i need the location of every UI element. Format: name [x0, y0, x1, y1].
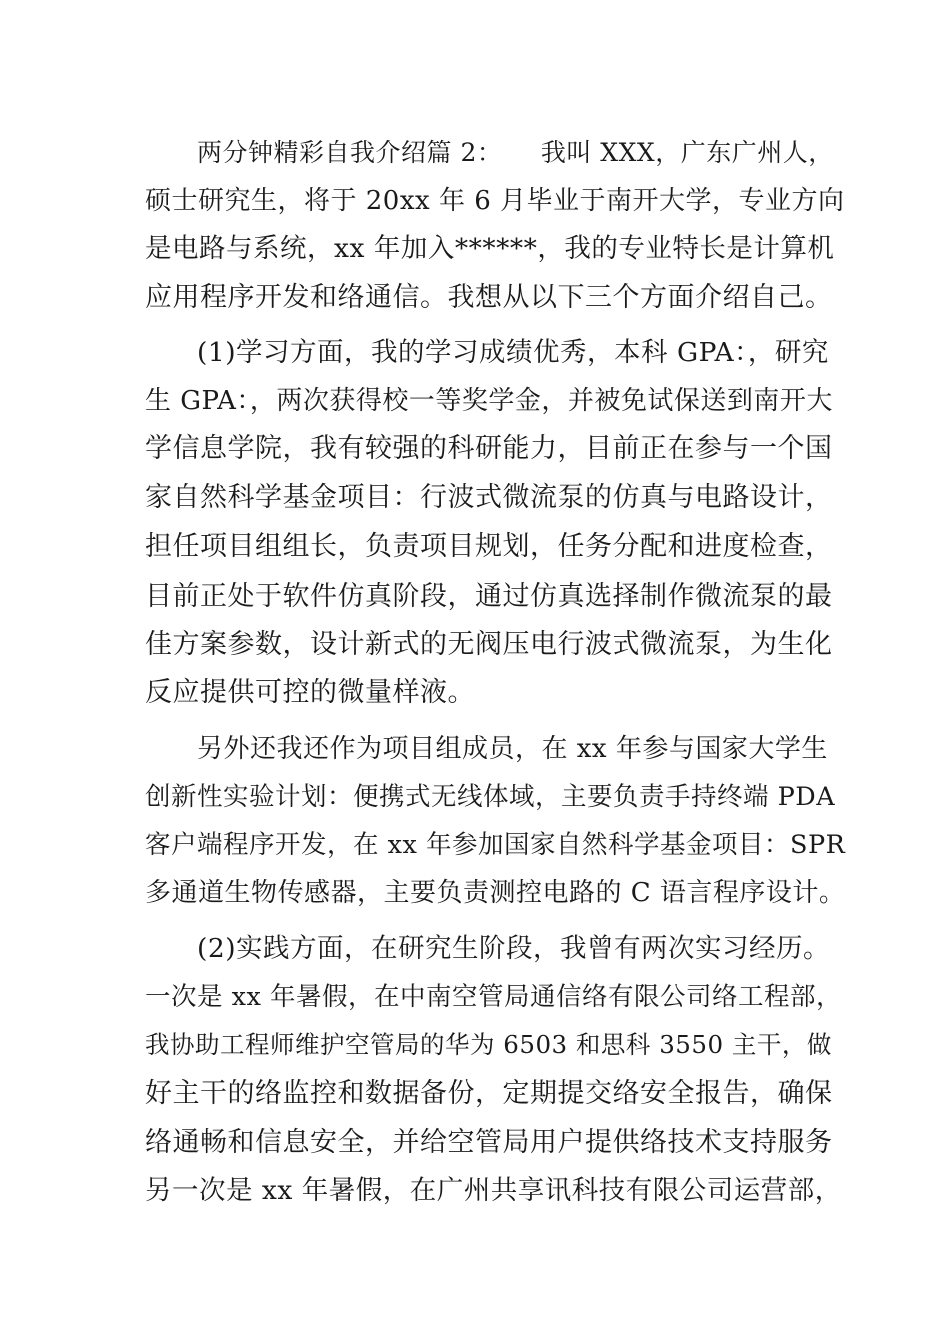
text-line-20: 好主干的络监控和数据备份，定期提交络安全报告，确保	[145, 1078, 833, 1109]
text-line-9: 担任项目组组长，负责项目规划，任务分配和进度检查，	[145, 531, 833, 562]
text-line-2: 硕士研究生，将于 20xx 年 6 月毕业于南开大学，专业方向	[145, 186, 845, 216]
text-line-10: 目前正处于软件仿真阶段，通过仿真选择制作微流泵的最	[145, 581, 833, 612]
text-line-3: 是电路与系统，xx 年加入******，我的专业特长是计算机	[145, 233, 835, 264]
text-line-4: 应用程序开发和络通信。我想从以下三个方面介绍自己。	[145, 282, 833, 313]
text-line-14: 创新性实验计划：便携式无线体域，主要负责手持终端 PDA	[145, 782, 836, 812]
text-line-8: 家自然科学基金项目：行波式微流泵的仿真与电路设计，	[145, 482, 833, 513]
text-line-13: 另外还我还作为项目组成员，在 xx 年参与国家大学生	[197, 734, 828, 764]
text-line-18: 一次是 xx 年暑假，在中南空管局通信络有限公司络工程部，	[145, 982, 842, 1012]
text-line-5: (1)学习方面，我的学习成绩优秀，本科 GPA：，研究	[197, 337, 829, 368]
text-line-19: 我协助工程师维护空管局的华为 6503 和思科 3550 主干，做	[145, 1030, 832, 1059]
text-line-11: 佳方案参数，设计新式的无阀压电行波式微流泵，为生化	[145, 629, 833, 660]
text-line-6: 生 GPA：，两次获得校一等奖学金，并被免试保送到南开大	[145, 386, 833, 416]
text-line-1: 两分钟精彩自我介绍篇 2： 我叫 XXX，广东广州人，	[197, 138, 834, 167]
text-line-15: 客户端程序开发，在 xx 年参加国家自然科学基金项目：SPR	[145, 830, 846, 860]
text-line-7: 学信息学院，我有较强的科研能力，目前正在参与一个国	[145, 433, 833, 464]
text-line-22: 另一次是 xx 年暑假，在广州共享讯科技有限公司运营部，	[145, 1175, 842, 1206]
text-line-12: 反应提供可控的微量样液。	[145, 677, 475, 708]
text-line-16: 多通道生物传感器，主要负责测控电路的 C 语言程序设计。	[145, 878, 846, 908]
text-line-21: 络通畅和信息安全，并给空管局用户提供络技术支持服务	[145, 1127, 833, 1158]
text-line-17: (2)实践方面，在研究生阶段，我曾有两次实习经历。	[197, 933, 831, 964]
